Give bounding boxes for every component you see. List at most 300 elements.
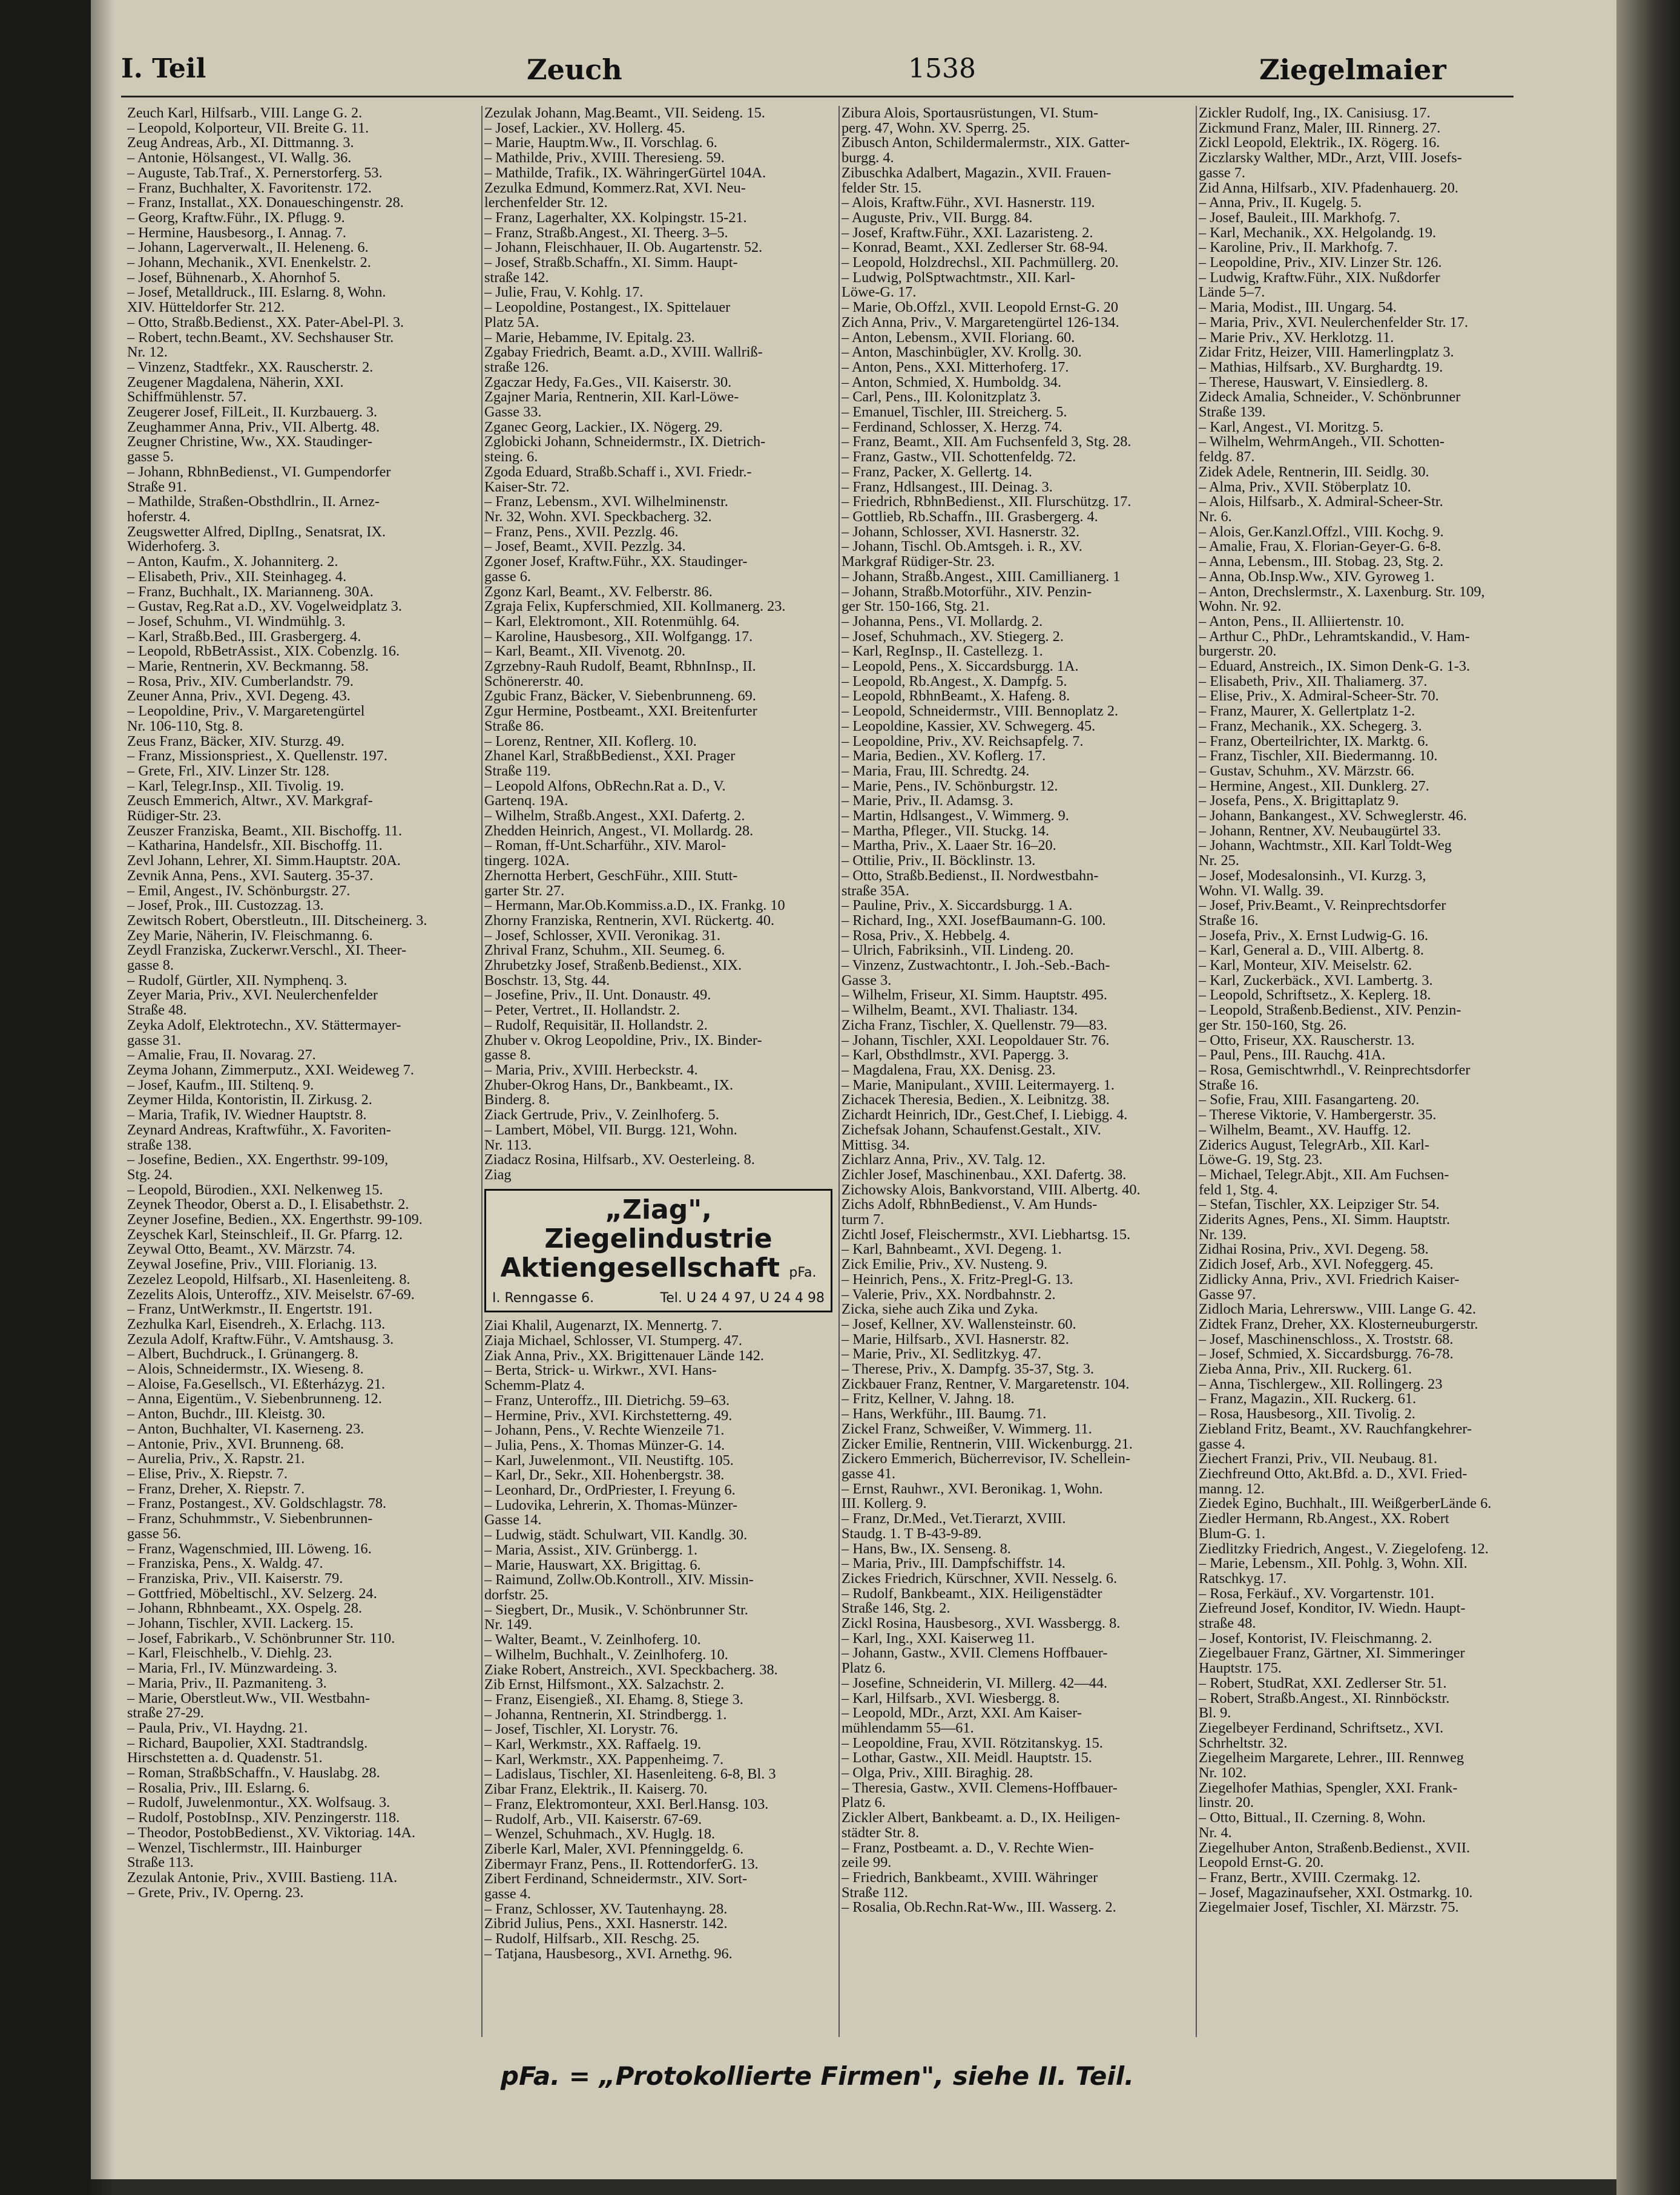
directory-entry: Straße 112. — [842, 1885, 908, 1901]
directory-entry: – Rosalia, Priv., III. Eslarng. 6. — [127, 1780, 310, 1796]
directory-entry: – Antonie, Hölsangest., VI. Wallg. 36. — [127, 151, 352, 166]
directory-entry: Rüdiger-Str. 23. — [127, 809, 222, 824]
directory-entry: Zezulak Antonie, Priv., XVIII. Bastieng. 11A. — [127, 1870, 398, 1886]
directory-entry: – Karl, Fleischhelb., V. Diehlg. 23. — [127, 1646, 332, 1662]
directory-entry: – Franz, Wagenschmied, III. Löweng. 16. — [127, 1541, 372, 1557]
directory-entry: – Wilhelm, Friseur, XI. Simm. Hauptstr. 495. — [842, 988, 1107, 1004]
directory-entry: – Gustav, Schuhm., XV. Märzstr. 66. — [1199, 763, 1415, 779]
directory-entry: – Maria, Priv., II. Pazmaniteng. 3. — [127, 1676, 327, 1691]
directory-entry: – Leopold, MDr., Arzt, XXI. Am Kaiser- — [842, 1706, 1082, 1721]
directory-entry: gasse 56. — [127, 1526, 182, 1542]
directory-entry: – Franz, Elektromonteur, XXI. Berl.Hansg. 103. — [484, 1797, 769, 1812]
directory-entry: Zezelits Alois, Unteroffz., XIV. Meiselstr. 67-69. — [127, 1287, 415, 1303]
directory-entry: – Marie, Hebamme, IV. Epitalg. 23. — [484, 330, 695, 346]
directory-entry: steing. 6. — [484, 450, 538, 465]
directory-entry: straße 138. — [127, 1137, 192, 1153]
directory-entry: straße 142. — [484, 270, 549, 286]
directory-entry: – Franz, UntWerkmstr., II. Engertstr. 191. — [127, 1302, 372, 1317]
directory-entry: Zibert Ferdinand, Schneidermstr., XIV. Sort- — [484, 1872, 748, 1887]
directory-entry: – Marie, Lebensm., XII. Pohlg. 3, Wohn. XII. — [1199, 1556, 1468, 1571]
directory-entry: – Franz, Eisengieß., XI. Ehamg. 8, Stiege 3. — [484, 1692, 743, 1708]
directory-entry: Zevl Johann, Lehrer, XI. Simm.Hauptstr. 20A. — [127, 854, 401, 869]
directory-entry: – Karl, Mechanik., XX. Helgolandg. 19. — [1199, 225, 1437, 241]
directory-entry: – Karl, Angest., VI. Moritzg. 5. — [1199, 420, 1384, 435]
directory-entry: – Katharina, Handelsfr., XII. Bischoffg. 11. — [127, 838, 383, 854]
directory-entry: Zeyschek Karl, Steinschleif., II. Gr. Pfarrg. 12. — [127, 1227, 403, 1243]
directory-entry: burgg. 4. — [842, 151, 894, 166]
directory-entry: – Wilhelm, WehrmAngeh., VII. Schotten- — [1199, 435, 1444, 450]
directory-entry: – Antonie, Priv., XVI. Brunneng. 68. — [127, 1436, 344, 1452]
directory-entry: Zib Ernst, Hilfsmont., XX. Salzachstr. 2. — [484, 1677, 725, 1693]
directory-entry: Zhernotta Herbert, GeschFühr., XIII. Stutt- — [484, 868, 738, 884]
directory-entry: – Karl, Obsthdlmstr., XVI. Papergg. 3. — [842, 1048, 1069, 1063]
directory-entry: – Karl, Werkmstr., XX. Pappenheimg. 7. — [484, 1752, 724, 1768]
directory-entry: mühlendamm 55—61. — [842, 1720, 974, 1736]
directory-entry: Schemm-Platz 4. — [484, 1378, 585, 1394]
directory-entry: Zeus Franz, Bäcker, XIV. Sturzg. 49. — [127, 734, 344, 749]
directory-entry: Ziegelhuber Anton, Straßenb.Bedienst., XVII. — [1199, 1840, 1471, 1856]
directory-entry: Zicha Franz, Tischler, X. Quellenstr. 79—83. — [842, 1018, 1108, 1033]
directory-entry: – Josef, Priv.Beamt., V. Reinprechtsdorfer — [1199, 898, 1446, 913]
directory-entry: gasse 31. — [127, 1033, 182, 1048]
directory-entry: Zid Anna, Hilfsarb., XIV. Pfadenhauerg. 20. — [1199, 180, 1458, 196]
directory-entry: – Josef, Prok., III. Custozzag. 13. — [127, 898, 324, 913]
directory-entry: – Franz, Tischler, XII. Biedermanng. 10. — [1199, 749, 1438, 764]
directory-entry: straße 35A. — [842, 883, 910, 899]
directory-entry: – Elisabeth, Priv., XII. Steinhageg. 4. — [127, 569, 347, 585]
directory-entry: Zick Emilie, Priv., XV. Nusteng. 9. — [842, 1257, 1048, 1272]
directory-entry: Zickl Rosina, Hausbesorg., XVI. Wassbergg. 8. — [842, 1616, 1121, 1631]
directory-entry: – Emanuel, Tischler, III. Streicherg. 5. — [842, 405, 1067, 420]
directory-entry: – Otto, Bittual., II. Czerning. 8, Wohn. — [1199, 1811, 1426, 1826]
directory-entry: – Elisabeth, Priv., XII. Thaliamerg. 37. — [1199, 674, 1428, 689]
directory-entry: – Maria, Trafik, IV. Wiedner Hauptstr. 8. — [127, 1108, 367, 1123]
directory-entry: – Hans, Werkführ., III. Baumg. 71. — [842, 1407, 1047, 1422]
directory-entry: – Johann, Wachtmstr., XII. Karl Toldt-Weg — [1199, 838, 1452, 854]
header-first-name: Zeuch — [527, 53, 622, 86]
directory-entry: Straße 139. — [1199, 405, 1266, 420]
directory-entry: – Johann, Gastw., XVII. Clemens Hoffbauer- — [842, 1646, 1108, 1662]
directory-entry: Zidich Josef, Arb., XVI. Nofeggerg. 45. — [1199, 1257, 1434, 1272]
directory-entry: – Karl, Ing., XXI. Kaiserweg 11. — [842, 1631, 1035, 1647]
directory-entry: Zeugner Christine, Ww., XX. Staudinger- — [127, 435, 373, 450]
directory-entry: lerchenfelder Str. 12. — [484, 196, 608, 211]
directory-entry: – Franz, Bertr., XVIII. Czermakg. 12. — [1199, 1870, 1421, 1886]
directory-entry: – Elise, Priv., X. Riepstr. 7. — [127, 1466, 288, 1482]
directory-entry: garter Str. 27. — [484, 883, 565, 899]
directory-column-3 — [842, 106, 1190, 2037]
directory-entry: – Robert, Straßb.Angest., XI. Rinnböckstr. — [1199, 1691, 1450, 1706]
directory-entry: – Rosa, Ferkäuf., XV. Vorgartenstr. 101. — [1199, 1586, 1434, 1602]
directory-entry: – Johann, Straßb.Angest., XIII. Camillianerg. 1 — [842, 569, 1121, 585]
directory-entry: – Julia, Pens., X. Thomas Münzer-G. 14. — [484, 1438, 725, 1453]
directory-entry: Blum-G. 1. — [1199, 1526, 1266, 1542]
directory-entry: Zibar Franz, Elektrik., II. Kaiserg. 70. — [484, 1782, 708, 1797]
directory-entry: Zeuch Karl, Hilfsarb., VIII. Lange G. 2. — [127, 106, 363, 121]
directory-entry: – Rosa, Gemischtwrhdl., V. Reinprechtsdorfer — [1199, 1063, 1471, 1078]
page-number: 1538 — [908, 53, 976, 84]
directory-entry: – Johann, Rentner, XV. Neubaugürtel 33. — [1199, 823, 1441, 839]
directory-entry: – Ludwig, städt. Schulwart, VII. Kandlg. 30. — [484, 1528, 748, 1543]
directory-entry: gasse 8. — [484, 1048, 531, 1063]
directory-entry: Zgonz Karl, Beamt., XV. Felberstr. 86. — [484, 584, 713, 600]
directory-entry: – Anna, Lebensm., III. Stobag. 23, Stg. 2. — [1199, 555, 1444, 570]
directory-entry: – Franz, Oberteilrichter, IX. Marktg. 6. — [1199, 734, 1429, 749]
directory-entry: – Martha, Priv., X. Laaer Str. 16–20. — [842, 838, 1056, 854]
directory-entry: – Lorenz, Rentner, XII. Koflerg. 10. — [484, 734, 697, 749]
directory-entry: – Michael, Telegr.Abjt., XII. Am Fuchsen- — [1199, 1167, 1449, 1183]
directory-entry: Zgraja Felix, Kupferschmied, XII. Kollmanerg. 23. — [484, 599, 786, 614]
directory-entry: – Josefine, Priv., II. Unt. Donaustr. 49. — [484, 988, 711, 1004]
directory-entry: – Josef, Modesalonsinh., VI. Kurzg. 3, — [1199, 868, 1426, 884]
directory-entry: – Hermine, Hausbesorg., I. Annag. 7. — [127, 225, 346, 241]
directory-entry: – Josef, Kontorist, IV. Fleischmanng. 2. — [1199, 1631, 1432, 1647]
directory-entry: – Otto, Friseur, XX. Rauscherstr. 13. — [1199, 1033, 1415, 1048]
directory-entry: dorfstr. 25. — [484, 1587, 548, 1603]
directory-entry: – Alois, Schneidermstr., IX. Wieseng. 8. — [127, 1362, 364, 1377]
directory-entry: – Marie, Priv., II. Adamsg. 3. — [842, 794, 1013, 809]
directory-entry: Markgraf Rüdiger-Str. 23. — [842, 555, 995, 570]
directory-entry: tingerg. 102A. — [484, 854, 570, 869]
directory-entry: feldg. 87. — [1199, 450, 1255, 465]
directory-entry: Zidlicky Anna, Priv., XVI. Friedrich Kaiser- — [1199, 1272, 1460, 1288]
header-last-name: Ziegelmaier — [1259, 53, 1446, 86]
directory-entry: Lände 5–7. — [1199, 285, 1265, 301]
directory-entry: – Josef, Bühnenarb., X. Ahornhof 5. — [127, 270, 341, 286]
directory-entry: – Josef, Lackier., XV. Hollerg. 45. — [484, 120, 685, 136]
directory-entry: – Franz, Straßb.Angest., XI. Theerg. 3–5. — [484, 225, 728, 241]
directory-entry: Zgajner Maria, Rentnerin, XII. Karl-Löwe- — [484, 390, 739, 406]
directory-entry: Stg. 24. — [127, 1167, 173, 1183]
directory-entry: Zhorny Franziska, Rentnerin, XVI. Rückertg. 40. — [484, 913, 775, 929]
directory-entry: straße 48. — [1199, 1616, 1256, 1631]
directory-entry: – Otto, Straßb.Bedienst., XX. Pater-Abel-Pl. 3. — [127, 315, 404, 331]
ad-contact — [492, 1291, 825, 1306]
directory-entry: – Franz, Unteroffz., III. Dietrichg. 59–63. — [484, 1393, 730, 1409]
directory-entry: – Anton, Buchdr., III. Kleistg. 30. — [127, 1407, 326, 1422]
directory-entry: – Franz, Packer, X. Gellertg. 14. — [842, 464, 1032, 480]
directory-entry: – Anna, Ob.Insp.Ww., XIV. Gyroweg 1. — [1199, 569, 1435, 585]
directory-entry: – Grete, Priv., IV. Operng. 23. — [127, 1885, 304, 1901]
directory-entry: – Franz, Lebensm., XVI. Wilhelminenstr. — [484, 495, 728, 510]
directory-entry: gasse 4. — [1199, 1436, 1245, 1452]
directory-entry: – Mathilde, Priv., XVIII. Theresieng. 59. — [484, 151, 725, 166]
directory-entry: – Anton, Lebensm., XVII. Floriang. 60. — [842, 330, 1075, 346]
directory-entry: zeile 99. — [842, 1855, 892, 1871]
directory-entry: – Elise, Priv., X. Admiral-Scheer-Str. 70. — [1199, 689, 1439, 705]
directory-entry: Zezula Adolf, Kraftw.Führ., V. Amtshausg. 3. — [127, 1332, 394, 1348]
directory-entry: Zevnik Anna, Pens., XVI. Sauterg. 35-37. — [127, 868, 374, 884]
directory-entry: – Josefine, Bedien., XX. Engerthstr. 99-109, — [127, 1153, 389, 1168]
directory-entry: gasse 6. — [484, 569, 531, 585]
directory-entry: Zganec Georg, Lackier., IX. Nögerg. 29. — [484, 420, 723, 435]
directory-entry: Straße 48. — [127, 1003, 187, 1018]
directory-entry: – Rudolf, Gürtler, XII. Nymphenq. 3. — [127, 973, 348, 989]
directory-entry: – Rudolf, PostobInsp., XIV. Penzingerstr. 118. — [127, 1811, 400, 1826]
advertisement-box — [484, 1189, 832, 1313]
column-divider — [481, 106, 483, 2037]
directory-entry: – Sofie, Frau, XIII. Fasangarteng. 20. — [1199, 1093, 1420, 1108]
directory-entry: Zeywal Otto, Beamt., XV. Märzstr. 74. — [127, 1242, 355, 1258]
directory-entry: Zgabay Friedrich, Beamt. a.D., XVIII. Wallriß- — [484, 345, 763, 360]
directory-entry: – Amalie, Frau, X. Florian-Geyer-G. 6-8. — [1199, 539, 1441, 555]
directory-entry: – Josef, Beamt., XVII. Pezzlg. 34. — [484, 539, 686, 555]
directory-entry: – Karl, Hilfsarb., XVI. Wiesbergg. 8. — [842, 1691, 1060, 1706]
directory-entry: Zeug Andreas, Arb., XI. Dittmanng. 3. — [127, 136, 354, 151]
directory-entry: Gartenq. 19A. — [484, 794, 568, 809]
directory-entry: – Leopold, Straßenb.Bedienst., XIV. Penzin- — [1199, 1003, 1461, 1018]
directory-entry: Zickl Leopold, Elektrik., IX. Rögerg. 16. — [1199, 136, 1440, 151]
directory-entry: – Ernst, Rauhwr., XVI. Beronikag. 1, Wohn. — [842, 1481, 1103, 1497]
directory-entry: Zeuner Anna, Priv., XVI. Degeng. 43. — [127, 689, 351, 705]
directory-entry: – Peter, Vertret., II. Hollandstr. 2. — [484, 1003, 680, 1018]
directory-entry: – Alois, Hilfsarb., X. Admiral-Scheer-Str. — [1199, 495, 1443, 510]
directory-entry: Zickes Friedrich, Kürschner, XVII. Nesselg. 6. — [842, 1571, 1118, 1587]
directory-entry: – Maria, Priv., XVI. Neulerchenfelder Str. 17. — [1199, 315, 1469, 331]
header-part: I. Teil — [121, 53, 206, 84]
directory-entry: – Wenzel, Tischlermstr., III. Hainburger — [127, 1840, 362, 1856]
directory-entry: Nr. 6. — [1199, 509, 1232, 525]
directory-entry: Straße 146, Stg. 2. — [842, 1601, 950, 1617]
directory-entry: – Lambert, Möbel, VII. Burgg. 121, Wohn. — [484, 1122, 737, 1138]
directory-entry: – Marie, Ob.Offzl., XVII. Leopold Ernst-G. 20 — [842, 300, 1119, 315]
directory-entry: – Wilhelm, Beamt., XVI. Thaliastr. 134. — [842, 1003, 1078, 1018]
directory-entry: Zhuber-Okrog Hans, Dr., Bankbeamt., IX. — [484, 1078, 734, 1093]
directory-entry: Wohn. VI. Wallg. 39. — [1199, 883, 1324, 899]
directory-entry: – Wilhelm, Beamt., XV. Hauffg. 12. — [1199, 1122, 1411, 1138]
directory-entry: Ziegelbeyer Ferdinand, Schriftsetz., XVI. — [1199, 1720, 1444, 1736]
directory-entry: – Vinzenz, Zustwachtontr., I. Joh.-Seb.-Bach- — [842, 958, 1110, 973]
directory-entry: – Josef, Fabrikarb., V. Schönbrunner Str. 110. — [127, 1631, 395, 1647]
directory-entry: Ziechert Franzi, Priv., VII. Neubaug. 81. — [1199, 1452, 1438, 1467]
directory-entry: Ziack Gertrude, Priv., V. Zeinlhoferg. 5. — [484, 1108, 719, 1123]
directory-entry: – Richard, Ing., XXI. JosefBaumann-G. 100. — [842, 913, 1106, 929]
directory-entry: Zickbauer Franz, Rentner, V. Margaretenstr. 104. — [842, 1377, 1130, 1392]
directory-entry: – Karl, Straßb.Bed., III. Grasbergerg. 4. — [127, 629, 361, 645]
directory-entry: Zichardt Heinrich, IDr., Gest.Chef, I. Liebigg. 4. — [842, 1108, 1128, 1123]
directory-entry: Ratschkyg. 17. — [1199, 1571, 1287, 1587]
directory-entry: – Karl, Werkmstr., XX. Raffaelg. 19. — [484, 1737, 702, 1752]
directory-entry: – Josef, Straßb.Schaffn., XI. Simm. Haupt- — [484, 255, 738, 271]
directory-entry: – Franz, Magazin., XII. Ruckerg. 61. — [1199, 1392, 1417, 1407]
directory-entry: Ziebland Fritz, Beamt., XV. Rauchfangkehrer- — [1199, 1421, 1472, 1437]
directory-entry: – Karl, Telegr.Insp., XII. Tivolig. 19. — [127, 778, 344, 794]
directory-entry: – Alois, Kraftw.Führ., XVI. Hasnerstr. 119. — [842, 196, 1095, 211]
directory-entry: Zidhai Rosina, Priv., XVI. Degeng. 58. — [1199, 1242, 1429, 1258]
ad-line-1: „Ziag", Ziegelindustrie — [544, 1194, 772, 1254]
directory-entry: – Franz, Postbeamt. a. D., V. Rechte Wien- — [842, 1840, 1094, 1856]
directory-entry: Zgaczar Hedy, Fa.Ges., VII. Kaiserstr. 30. — [484, 375, 732, 390]
directory-entry: – Marie, Manipulant., XVIII. Leitermayerg. 1. — [842, 1078, 1115, 1093]
directory-entry: – Leopoldine, Priv., XIV. Linzer Str. 126. — [1199, 255, 1442, 271]
directory-entry: – Karoline, Hausbesorg., XII. Wolfgangg. 17. — [484, 629, 753, 645]
directory-entry: – Ludwig, Kraftw.Führ., XIX. Nußdorfer — [1199, 270, 1440, 286]
directory-entry: felder Str. 15. — [842, 180, 922, 196]
directory-entry: – Anna, Priv., II. Kugelg. 5. — [1199, 196, 1362, 211]
directory-entry: – Franz, Hdlsangest., III. Deinag. 3. — [842, 479, 1053, 495]
directory-entry: – Amalie, Frau, II. Novarag. 27. — [127, 1048, 316, 1063]
directory-entry: – Johanna, Rentnerin, XI. Strindbergg. 1. — [484, 1707, 727, 1723]
directory-entry: Platz 5A. — [484, 315, 539, 331]
directory-entry: Zidloch Maria, Lehrersww., VIII. Lange G. 42. — [1199, 1302, 1477, 1317]
directory-entry: Zeyma Johann, Zimmerputz., XXI. Weideweg 7. — [127, 1063, 414, 1078]
directory-entry: – Johann, Tischler, XVII. Lackerg. 15. — [127, 1616, 354, 1631]
directory-entry: – Johann, RbhnBedienst., VI. Gumpendorfer — [127, 464, 391, 480]
directory-entry: hoferstr. 4. — [127, 509, 191, 525]
directory-entry: – Rudolf, Arb., VII. Kaiserstr. 67-69. — [484, 1812, 702, 1828]
directory-entry: – Karl, Juwelenmont., VII. Neustiftg. 105. — [484, 1453, 734, 1469]
directory-entry: – Hermann, Mar.Ob.Kommiss.a.D., IX. Frankg. 10 — [484, 898, 785, 913]
directory-entry: – Aloise, Fa.Gesellsch., VI. Eßterházyg. 21. — [127, 1377, 386, 1392]
directory-entry: – Hermine, Priv., XVI. Kirchstetterng. 49. — [484, 1408, 733, 1424]
directory-entry: Zeyer Maria, Priv., XVI. Neulerchenfelder — [127, 988, 378, 1004]
directory-entry: – Marie, Priv., XI. Sedlitzkyg. 47. — [842, 1347, 1041, 1363]
directory-entry: Mittisg. 34. — [842, 1137, 910, 1153]
directory-entry: – Franz, Gastw., VII. Schottenfeldg. 72. — [842, 450, 1076, 465]
directory-entry: – Rudolf, Requisitär, II. Hollandstr. 2. — [484, 1018, 708, 1033]
directory-entry: Zidar Fritz, Heizer, VIII. Hamerlingplatz 3. — [1199, 345, 1454, 360]
directory-entry: gasse 5. — [127, 450, 174, 465]
directory-entry: Nr. 32, Wohn. XVI. Speckbacherg. 32. — [484, 509, 712, 525]
directory-entry: – Franz, Schuhmmstr., V. Siebenbrunnen- — [127, 1512, 373, 1527]
directory-entry: – Paula, Priv., VI. Haydng. 21. — [127, 1720, 308, 1736]
directory-entry: burgerstr. 20. — [1199, 644, 1277, 660]
directory-entry: – Auguste, Priv., VII. Burgg. 84. — [842, 210, 1033, 226]
directory-entry: – Friedrich, RbhnBedienst., XII. Flurschützg. 17. — [842, 495, 1132, 510]
directory-entry: Zibermayr Franz, Pens., II. RottendorferG. 13. — [484, 1857, 759, 1872]
directory-entry: – Josef, Metalldruck., III. Eslarng. 8, Wohn. — [127, 285, 386, 301]
directory-entry: – Alois, Ger.Kanzl.Offzl., VIII. Kochg. 9. — [1199, 524, 1444, 540]
directory-entry: gasse 8. — [127, 958, 174, 973]
directory-entry: – Mathilde, Trafik., IX. WähringerGürtel 104A. — [484, 165, 766, 181]
directory-entry: – Josef, Kaufm., III. Stiltenq. 9. — [127, 1078, 314, 1093]
directory-entry: – Rosalia, Ob.Rechn.Rat-Ww., III. Wasserg. 2. — [842, 1900, 1116, 1916]
directory-entry: – Stefan, Tischler, XX. Leipziger Str. 54. — [1199, 1197, 1440, 1213]
directory-entry: – Albert, Buchdruck., I. Grünangerg. 8. — [127, 1347, 359, 1363]
directory-entry: Zezulak Johann, Mag.Beamt., VII. Seideng. 15. — [484, 106, 765, 121]
directory-entry: – Marie, Hauswart, XX. Brigittag. 6. — [484, 1558, 701, 1573]
directory-entry: Zickmund Franz, Maler, III. Rinnerg. 27. — [1199, 120, 1441, 136]
directory-entry: – Roman, ff-Unt.Scharführ., XIV. Marol- — [484, 838, 726, 854]
directory-entry: Boschstr. 13, Stg. 44. — [484, 973, 610, 989]
directory-entry: – Karl, RegInsp., II. Castellezg. 1. — [842, 644, 1043, 660]
directory-entry: – Grete, Frl., XIV. Linzer Str. 128. — [127, 763, 330, 779]
directory-entry: – Franziska, Priv., VII. Kaiserstr. 79. — [127, 1571, 343, 1587]
directory-entry: – Gottlieb, Rb.Schaffn., III. Grasbergerg. 4. — [842, 509, 1098, 525]
directory-entry: – Ottilie, Priv., II. Böcklinstr. 13. — [842, 854, 1036, 869]
directory-entry: – Karl, Bahnbeamt., XVI. Degeng. 1. — [842, 1242, 1062, 1258]
directory-entry: Nr. 113. — [484, 1137, 532, 1153]
directory-entry: – Leopold, Schriftsetz., X. Keplerg. 18. — [1199, 988, 1431, 1004]
directory-entry: – Josef, Maschinenschloss., X. Troststr. 68. — [1199, 1332, 1454, 1348]
directory-entry: – Maria, Priv., III. Dampfschiffstr. 14. — [842, 1556, 1066, 1571]
directory-entry: Zidtek Franz, Dreher, XX. Klosterneuburgerstr. — [1199, 1317, 1478, 1332]
directory-entry: Gasse 14. — [484, 1513, 542, 1529]
page-gutter-shadow — [91, 0, 115, 2195]
directory-entry: Staudg. 1. T B-43-9-89. — [842, 1526, 982, 1542]
directory-entry: XIV. Hütteldorfer Str. 212. — [127, 300, 285, 315]
directory-entry: – Josef, Schuhmach., XV. Stiegerg. 2. — [842, 629, 1064, 645]
directory-entry: Zieba Anna, Priv., XII. Ruckerg. 61. — [1199, 1362, 1412, 1377]
directory-entry: Zichefsak Johann, Schaufenst.Gestalt., XIV. — [842, 1122, 1101, 1138]
directory-entry: – Valerie, Priv., XX. Nordbahnstr. 2. — [842, 1287, 1056, 1303]
directory-entry: – Franz, Postangest., XV. Goldschlagstr. 78. — [127, 1496, 387, 1512]
directory-entry: Zey Marie, Näherin, IV. Fleischmanng. 6. — [127, 928, 373, 944]
directory-entry: Ziake Robert, Anstreich., XVI. Speckbacherg. 38. — [484, 1662, 778, 1678]
directory-entry: Zichtl Josef, Fleischermstr., XVI. Liebhartsg. 15. — [842, 1227, 1131, 1243]
directory-entry: Zicka, siehe auch Zika und Zyka. — [842, 1302, 1038, 1317]
directory-entry: – Anton, Pens., XXI. Mitterhoferg. 17. — [842, 360, 1069, 375]
directory-entry: – Marie, Hauptm.Ww., II. Vorschlag. 6. — [484, 136, 717, 151]
directory-entry: Ziedler Hermann, Rb.Angest., XX. Robert — [1199, 1512, 1449, 1527]
directory-entry: – Johann, Tischl. Ob.Amtsgeh. i. R., XV. — [842, 539, 1082, 555]
directory-entry: – Maria, Assist., XIV. Grünbergg. 1. — [484, 1542, 698, 1558]
directory-entry: Zeugerer Josef, FilLeit., II. Kurzbauerg. 3. — [127, 405, 378, 420]
directory-entry: – Anton, Buchhalter, VI. Kaserneng. 23. — [127, 1421, 364, 1437]
directory-entry: – Siegbert, Dr., Musik., V. Schönbrunner Str. — [484, 1602, 748, 1618]
directory-entry: – Mathilde, Straßen-Obsthdlrin., II. Arnez- — [127, 495, 380, 510]
directory-entry: Zeuszer Franziska, Beamt., XII. Bischoffg. 11. — [127, 823, 403, 839]
directory-entry: – Leopoldine, Postangest., IX. Spittelauer — [484, 300, 731, 315]
directory-entry: – Robert, StudRat, XXI. Zedlerser Str. 51. — [1199, 1676, 1447, 1691]
directory-entry: – Leopold, Rb.Angest., X. Dampfg. 5. — [842, 674, 1067, 689]
directory-entry: perg. 47, Wohn. XV. Sperrg. 25. — [842, 120, 1030, 136]
directory-entry: Zezulka Edmund, Kommerz.Rat, XVI. Neu- — [484, 180, 746, 196]
directory-entry: – Wilhelm, Straßb.Angest., XXI. Dafertg. 2. — [484, 809, 745, 824]
directory-entry: Zgoner Josef, Kraftw.Führ., XX. Staudinger- — [484, 555, 748, 570]
directory-entry: – Leopoldine, Kassier, XV. Schwegerg. 45. — [842, 719, 1096, 734]
directory-entry: – Johann, Schlosser, XVI. Hasnerstr. 32. — [842, 524, 1080, 540]
directory-entry: Hauptstr. 175. — [1199, 1661, 1282, 1676]
directory-entry: Zeywal Josefine, Priv., VIII. Florianig. 13. — [127, 1257, 377, 1272]
directory-entry: – Karl, Dr., Sekr., XII. Hohenbergstr. 38. — [484, 1468, 725, 1484]
directory-entry: Ziag — [484, 1167, 512, 1183]
directory-entry: – Maria, Frl., IV. Münzwardeing. 3. — [127, 1661, 338, 1676]
directory-entry: – Arthur C., PhDr., Lehramtskandid., V. Ham- — [1199, 629, 1470, 645]
directory-entry: Ziderits Agnes, Pens., XI. Simm. Hauptstr. — [1199, 1213, 1451, 1228]
directory-entry: – Robert, techn.Beamt., XV. Sechshauser Str. — [127, 330, 394, 346]
directory-entry: – Wilhelm, Buchhalt., V. Zeinlhoferg. 10. — [484, 1647, 728, 1663]
directory-entry: Löwe-G. 19, Stg. 23. — [1199, 1153, 1323, 1168]
directory-entry: Zhanel Karl, StraßbBedienst., XXI. Prager — [484, 749, 736, 764]
directory-entry: Zhrival Franz, Schuhm., XII. Seumeg. 6. — [484, 943, 725, 959]
page-footer-note: pFa. = „Protokollierte Firmen", siehe II. Teil. — [500, 2061, 1135, 2091]
directory-entry: gasse 4. — [484, 1887, 531, 1902]
directory-entry: – Magdalena, Frau, XX. Denisg. 23. — [842, 1063, 1056, 1078]
directory-entry: Widerhoferg. 3. — [127, 539, 220, 555]
directory-entry: – Franz, Installat., XX. Donaueschingenstr. 28. — [127, 196, 404, 211]
directory-entry: Ziechfreund Otto, Akt.Bfd. a. D., XVI. Fried- — [1199, 1466, 1468, 1482]
directory-entry: – Josef, Kellner, XV. Wallensteinstr. 60. — [842, 1317, 1076, 1332]
directory-entry: Ziegelmaier Josef, Tischler, XI. Märzstr. 75. — [1199, 1900, 1459, 1916]
directory-entry: – Therese, Hauswart, V. Einsiedlerg. 8. — [1199, 375, 1428, 390]
directory-entry: – Leopold, Kolporteur, VII. Breite G. 11. — [127, 120, 369, 136]
directory-entry: gasse 41. — [842, 1466, 896, 1482]
directory-entry: – Johann, Pens., V. Rechte Wienzeile 71. — [484, 1423, 725, 1438]
directory-entry: Gasse 97. — [1199, 1287, 1256, 1303]
directory-entry: Zhuber v. Okrog Leopoldine, Priv., IX. Binder- — [484, 1033, 762, 1048]
page-header — [121, 53, 1514, 96]
directory-entry: – Josef, Schmied, X. Siccardsburgg. 76-78. — [1199, 1347, 1454, 1363]
directory-entry: Gasse 33. — [484, 405, 542, 420]
directory-column-1 — [127, 106, 475, 2037]
directory-entry: – Johann, Fleischhauer, II. Ob. Augartenstr. 52. — [484, 240, 763, 256]
ad-address: I. Renngasse 6. — [492, 1290, 595, 1306]
directory-entry: Nr. 149. — [484, 1617, 532, 1633]
directory-entry: Zgoda Eduard, Straßb.Schaff i., XVI. Friedr.- — [484, 464, 752, 480]
directory-entry: Schiffmühlenstr. 57. — [127, 390, 247, 406]
directory-entry: Zeydl Franziska, Zuckerwr.Verschl., XI. Theer- — [127, 943, 407, 959]
